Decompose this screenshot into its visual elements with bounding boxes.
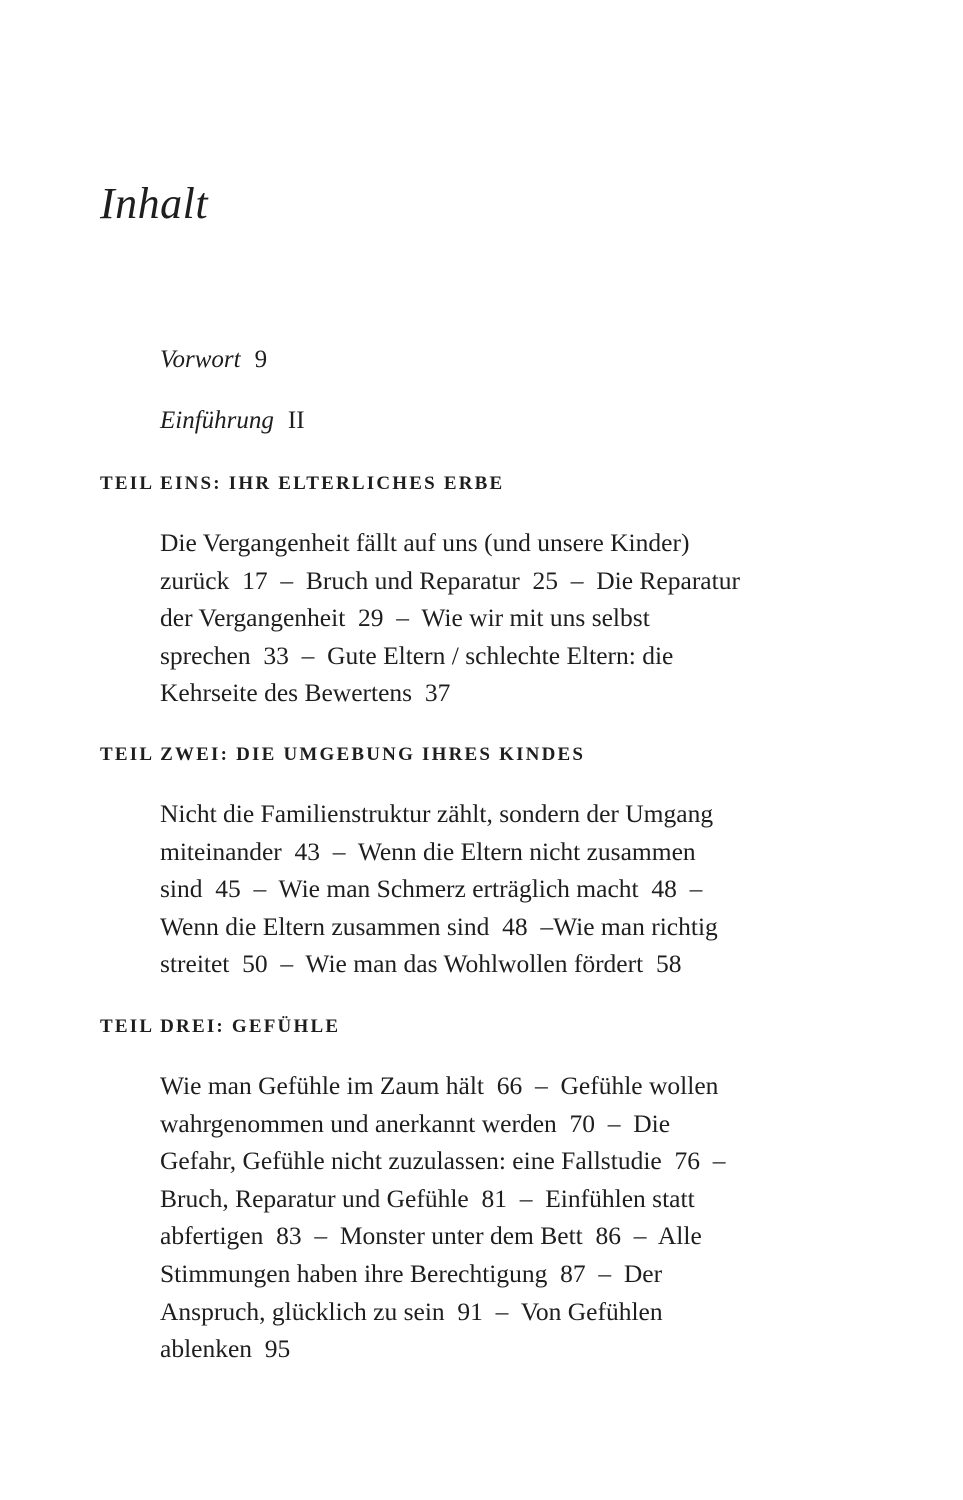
toc-line: abfertigen 83 – Monster unter dem Bett 86 – Alle <box>160 1221 702 1251</box>
toc-line: der Vergangenheit 29 – Wie wir mit uns selbst <box>160 603 650 633</box>
page-title: Inhalt <box>100 179 209 228</box>
part-heading-drei: TEIL DREI: GEFÜHLE <box>100 1016 341 1037</box>
toc-line: zurück 17 – Bruch und Reparatur 25 – Die Reparatur <box>160 565 740 595</box>
toc-line: Stimmungen haben ihre Berechtigung 87 – Der <box>160 1258 663 1288</box>
toc-entry-einfuehrung <box>160 406 305 436</box>
toc-line: streitet 50 – Wie man das Wohlwollen fördert 58 <box>160 949 682 979</box>
toc-entry-title: Vorwort <box>160 346 241 373</box>
toc-line: Wenn die Eltern zusammen sind 48 –Wie man richtig <box>160 911 718 941</box>
toc-line: wahrgenommen und anerkannt werden 70 – Die <box>160 1108 671 1138</box>
toc-line: miteinander 43 – Wenn die Eltern nicht zusammen <box>160 836 696 866</box>
toc-entry-vorwort <box>160 345 267 375</box>
part-heading-eins: TEIL EINS: IHR ELTERLICHES ERBE <box>100 473 505 494</box>
toc-line: sind 45 – Wie man Schmerz erträglich macht 48 – <box>160 874 703 904</box>
toc-line: Anspruch, glücklich zu sein 91 – Von Gefühlen <box>160 1296 663 1326</box>
toc-line: Gefahr, Gefühle nicht zuzulassen: eine Fallstudie 76 – <box>160 1146 726 1176</box>
toc-line: sprechen 33 – Gute Eltern / schlechte Eltern: die <box>160 640 674 670</box>
toc-line: Die Vergangenheit fällt auf uns (und unsere Kinder) <box>160 528 690 557</box>
part-heading-zwei: TEIL ZWEI: DIE UMGEBUNG IHRES KINDES <box>100 744 586 765</box>
part-entries-drei <box>160 1067 820 1368</box>
toc-line: Bruch, Reparatur und Gefühle 81 – Einfühlen statt <box>160 1183 695 1213</box>
toc-line: Nicht die Familienstruktur zählt, sondern der Umgang <box>160 799 714 828</box>
part-entries-eins <box>160 524 820 712</box>
part-entries-zwei <box>160 795 820 983</box>
toc-line: Kehrseite des Bewertens 37 <box>160 678 451 708</box>
toc-entry-title: Einführung <box>160 407 274 434</box>
toc-line: ablenken 95 <box>160 1334 291 1364</box>
toc-entry-page: 9 <box>254 346 268 373</box>
toc-entry-page: II <box>287 407 305 434</box>
toc-line: Wie man Gefühle im Zaum hält 66 – Gefühle wollen <box>160 1071 719 1100</box>
